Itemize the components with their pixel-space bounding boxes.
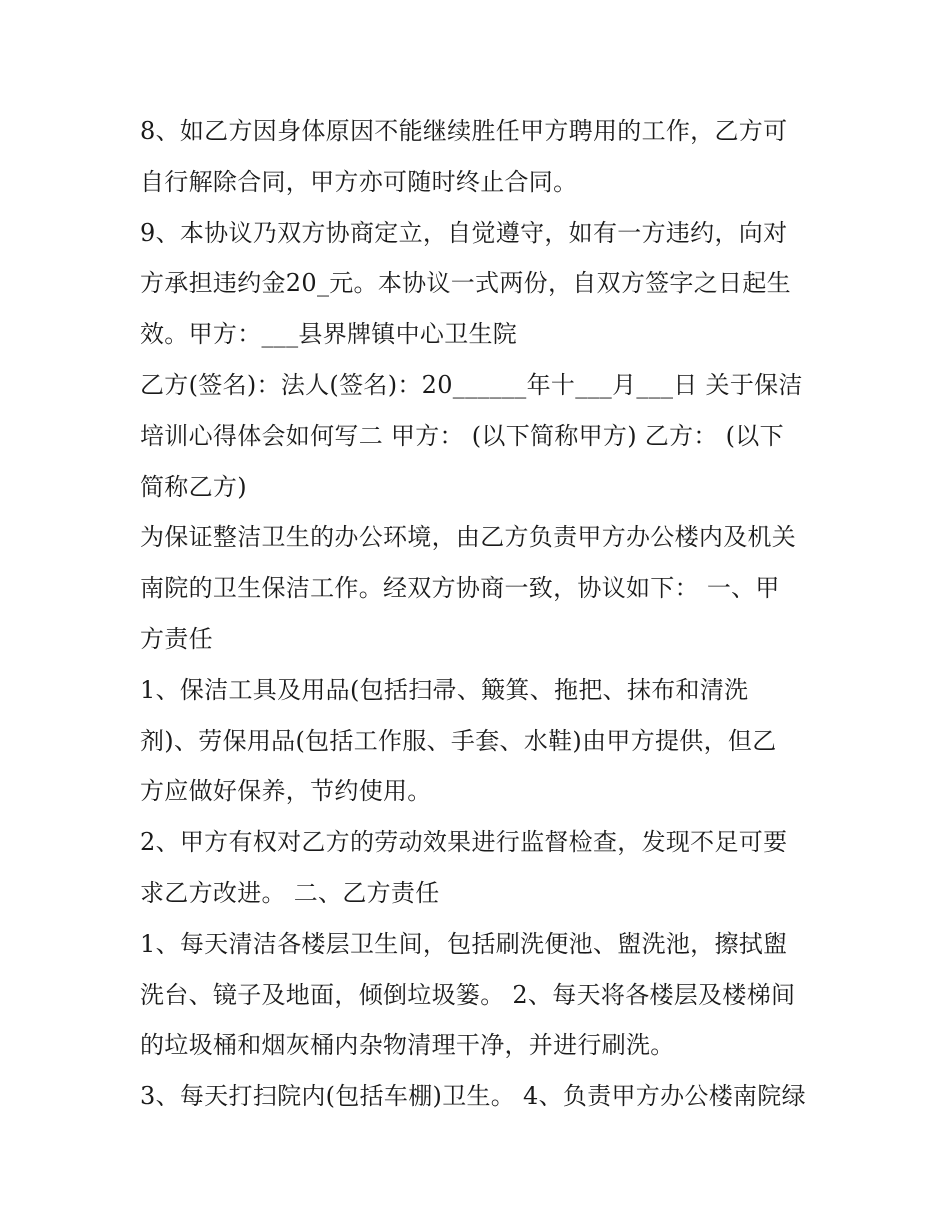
text-line: 剂)、劳保用品(包括工作服、手套、水鞋)由甲方提供，但乙 [140, 726, 777, 755]
text-line: 方应做好保养，节约使用。 [140, 777, 432, 806]
text-line: 1、每天清洁各楼层卫生间，包括刷洗便池、盥洗池，擦拭盥 [140, 929, 788, 958]
text-line: 简称乙方) [140, 472, 247, 501]
text-line: 洗台、镜子及地面，倾倒垃圾篓。 2、每天将各楼层及楼梯间 [140, 980, 796, 1009]
text-line: 3、每天打扫院内(包括车棚)卫生。 4、负责甲方办公楼南院绿 [140, 1082, 806, 1111]
text-line: 培训心得体会如何写二 甲方： (以下简称甲方) 乙方： (以下 [140, 421, 784, 450]
text-line: 为保证整洁卫生的办公环境，由乙方负责甲方办公楼内及机关 [140, 523, 797, 552]
text-line: 2、甲方有权对乙方的劳动效果进行监督检查，发现不足可要 [140, 828, 788, 857]
text-line: 1、保洁工具及用品(包括扫帚、簸箕、拖把、抹布和清洗 [140, 675, 749, 704]
text-line: 南院的卫生保洁工作。经双方协商一致，协议如下： 一、甲 [140, 574, 780, 603]
text-line: 方承担违约金20_元。本协议一式两份，自双方签字之日起生 [140, 269, 791, 298]
text-line: 9、本协议乃双方协商定立，自觉遵守，如有一方违约，向对 [140, 218, 788, 247]
text-line: 自行解除合同，甲方亦可随时终止合同。 [140, 167, 578, 196]
text-line: 乙方(签名)：法人(签名)：20______年十___月___日 关于保洁 [140, 370, 803, 399]
text-line: 方责任 [140, 624, 213, 653]
text-line: 求乙方改进。 二、乙方责任 [140, 878, 440, 907]
text-line: 8、如乙方因身体原因不能继续胜任甲方聘用的工作，乙方可 [140, 117, 788, 145]
text-line: 的垃圾桶和烟灰桶内杂物清理干净，并进行刷洗。 [140, 1031, 675, 1060]
document-body [140, 106, 820, 1122]
text-line: 效。甲方：___县界牌镇中心卫生院 [140, 320, 518, 349]
